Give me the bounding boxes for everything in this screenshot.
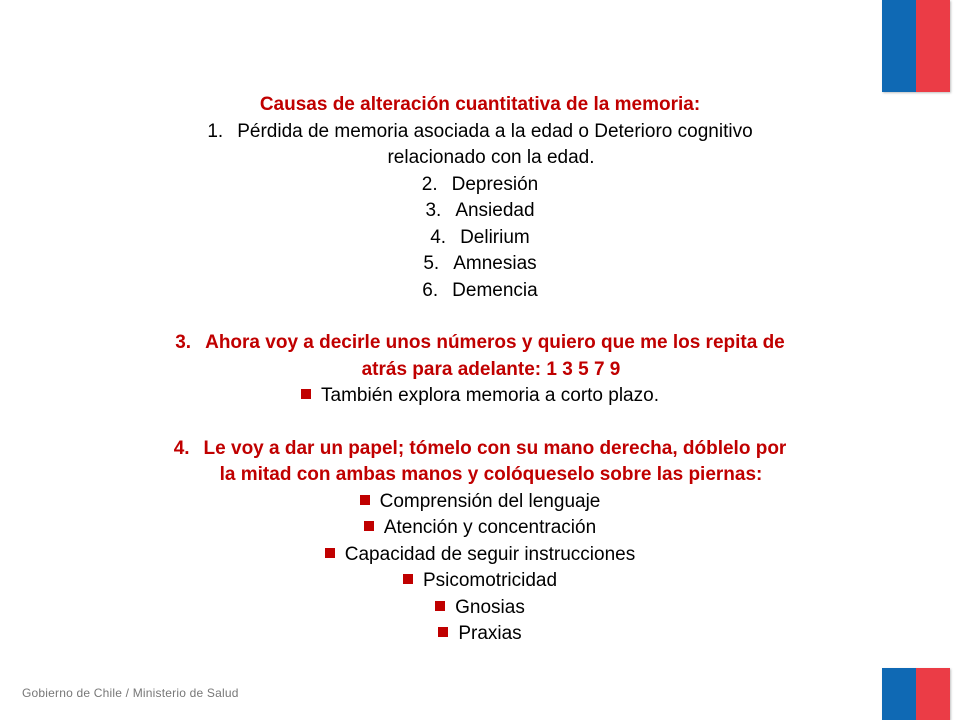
flag-blue-stripe bbox=[882, 0, 916, 92]
item4-instruction-continuation: la mitad con ambas manos y colóqueselo sobre las piernas: bbox=[219, 464, 763, 485]
square-bullet-icon bbox=[403, 574, 413, 584]
item3-instruction-continuation: atrás para adelante: 1 3 5 7 9 bbox=[361, 358, 621, 380]
flag-red-stripe bbox=[916, 0, 950, 92]
flag-red-stripe bbox=[916, 668, 950, 720]
item3-instruction: 3. Ahora voy a decirle unos números y quiero que me los repita de bbox=[175, 332, 785, 353]
bullet-item: Gnosias bbox=[80, 595, 880, 622]
square-bullet-icon bbox=[364, 521, 374, 531]
bullet-item: Comprensión del lenguaje bbox=[80, 489, 880, 516]
bullet-item: Capacidad de seguir instrucciones bbox=[80, 542, 880, 569]
square-bullet-icon bbox=[360, 495, 370, 505]
cause-item-continuation: relacionado con la edad. bbox=[387, 147, 595, 168]
chile-flag-logo-top bbox=[882, 0, 950, 92]
cause-item: 6. Demencia bbox=[422, 279, 538, 301]
cause-item: 4. Delirium bbox=[430, 226, 530, 248]
slide-content bbox=[80, 92, 880, 648]
cause-item: 5. Amnesias bbox=[423, 253, 537, 274]
cause-item: 3. Ansiedad bbox=[425, 200, 535, 221]
square-bullet-icon bbox=[438, 627, 448, 637]
footer-text: Gobierno de Chile / Ministerio de Salud bbox=[22, 686, 239, 700]
chile-flag-logo-bottom bbox=[882, 668, 950, 720]
square-bullet-icon bbox=[301, 389, 311, 399]
cause-item: 2. Depresión bbox=[421, 173, 539, 195]
bullet-item: Psicomotricidad bbox=[80, 568, 880, 595]
cause-item: 1. Pérdida de memoria asociada a la edad o Deterioro cognitivo bbox=[207, 120, 753, 142]
item4-instruction: 4. Le voy a dar un papel; tómelo con su mano derecha, dóblelo por bbox=[173, 437, 787, 459]
square-bullet-icon bbox=[325, 548, 335, 558]
square-bullet-icon bbox=[435, 601, 445, 611]
bullet-item: También explora memoria a corto plazo. bbox=[80, 383, 880, 410]
flag-blue-stripe bbox=[882, 668, 916, 720]
slide-heading: Causas de alteración cuantitativa de la memoria: bbox=[259, 94, 701, 115]
bullet-item: Atención y concentración bbox=[80, 515, 880, 542]
bullet-item: Praxias bbox=[80, 621, 880, 648]
